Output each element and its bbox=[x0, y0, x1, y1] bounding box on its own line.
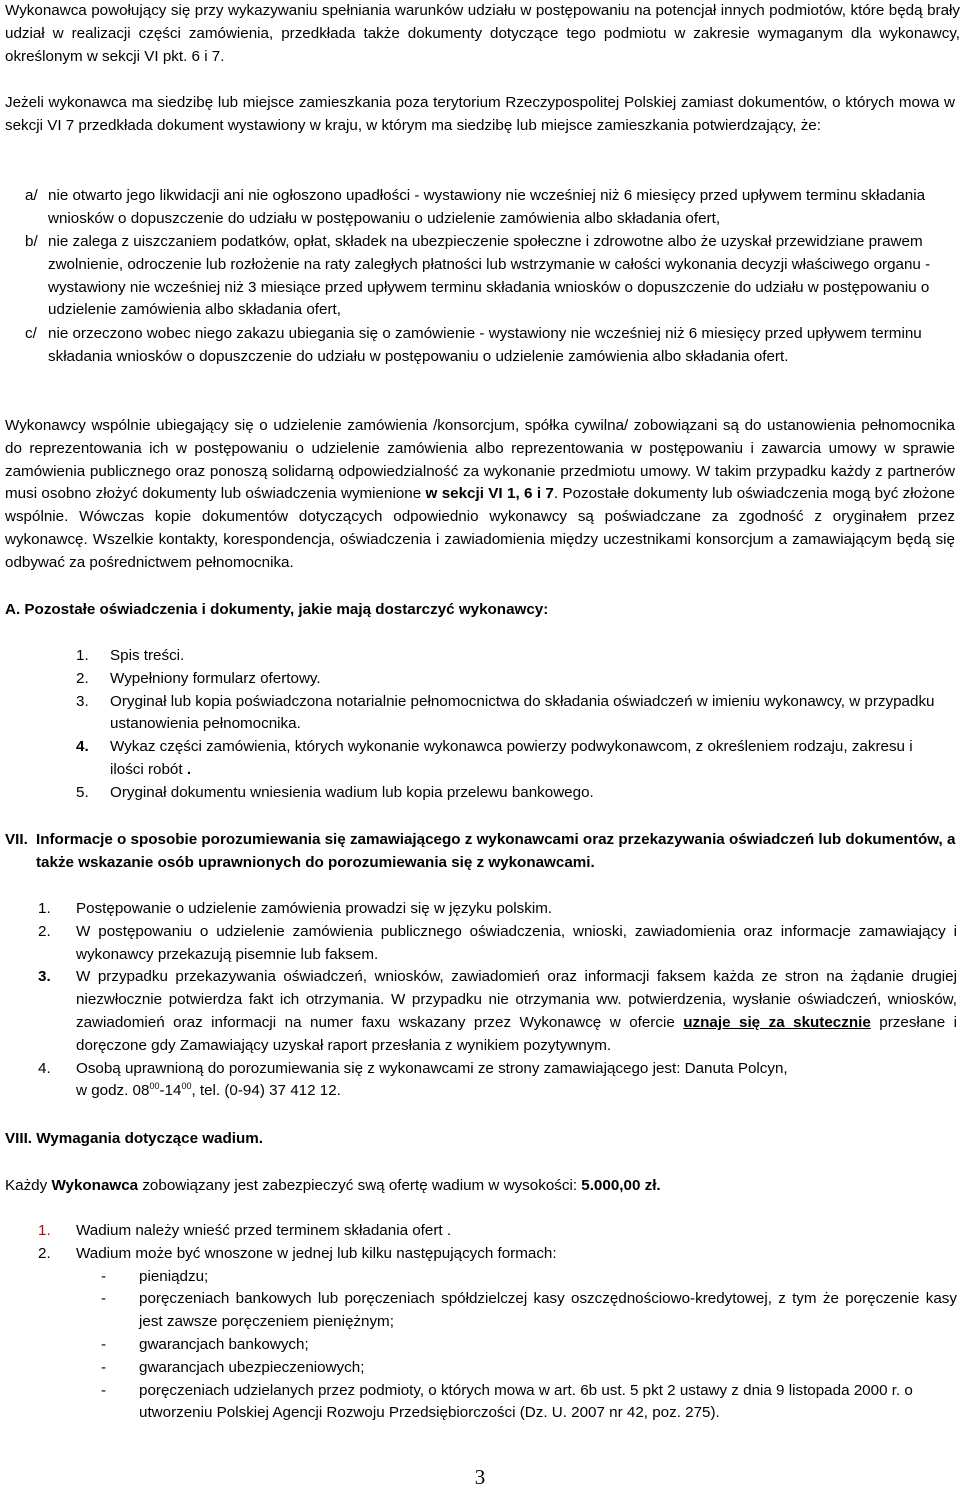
item-number: 5. bbox=[76, 783, 89, 801]
item-text: Postępowanie o udzielenie zamówienia prowadzi się w języku polskim. bbox=[76, 900, 553, 917]
section-viii-list bbox=[5, 1220, 957, 1425]
item-marker: a/ bbox=[25, 187, 38, 204]
list-item bbox=[5, 736, 940, 782]
item-text: Wadium może być wnoszone w jednej lub kilku następujących formach: bbox=[76, 1244, 557, 1262]
hours-sup-1: 00 bbox=[149, 1081, 160, 1092]
item-marker: b/ bbox=[25, 233, 38, 250]
item-text: Oryginał lub kopia poświadczona notarialnie pełnomocnictwa do składania oświadczeń w imieniu wykonawcy, w przypadku ustanowienia pełnomocnika. bbox=[110, 692, 935, 733]
item-number: 4. bbox=[38, 1059, 51, 1077]
intro-paragraph-2: Jeżeli wykonawca ma siedzibę lub miejsce zamieszkania poza terytorium Rzeczypospolitej Polskiej zamiast dokumentów, o których mowa w sekcji VI 7 przedkłada dokument wystawiony w kraju, w którym ma siedzibę lub miejsce zamieszkania potwierdzający, że: bbox=[5, 94, 955, 134]
list-item bbox=[5, 966, 957, 1057]
form-text: pieniądzu; bbox=[139, 1267, 209, 1285]
form-item bbox=[5, 1334, 957, 1357]
dash-bullet: - bbox=[101, 1267, 107, 1285]
item-text-end: przesłane i doręczone gdy Zamawiający uzyskał raport przesłania z wynikiem pozytywnym. bbox=[76, 1013, 957, 1054]
item-number: 2. bbox=[76, 669, 89, 687]
item-tail: . bbox=[182, 760, 192, 778]
item-number: 2. bbox=[38, 1244, 51, 1262]
item-text: Wypełniony formularz ofertowy. bbox=[110, 669, 321, 687]
section-title: Informacje o sposobie porozumiewania się zamawiającego z wykonawcami oraz przekazywania oświadczeń lub dokumentów, a także wskazanie osób uprawnionych do porozumiewania się z wykonawcami. bbox=[36, 831, 956, 871]
wadium-amount-line bbox=[5, 1175, 661, 1198]
form-text: gwarancjach ubezpieczeniowych; bbox=[139, 1358, 365, 1376]
item-number: 1. bbox=[76, 647, 89, 664]
dash-bullet: - bbox=[101, 1335, 107, 1353]
list-item bbox=[5, 645, 940, 668]
wadium-text-a: Każdy bbox=[5, 1177, 52, 1194]
list-item bbox=[5, 231, 950, 323]
item-number: 1. bbox=[38, 900, 51, 917]
list-item bbox=[5, 921, 957, 967]
consortium-sections: w sekcji VI 1, 6 i 7 bbox=[425, 485, 554, 503]
list-item bbox=[5, 782, 940, 805]
item-number: 3. bbox=[76, 692, 89, 710]
section-number: VII. bbox=[5, 831, 28, 848]
item-number: 3. bbox=[38, 968, 51, 986]
hours-text-b: -14 bbox=[159, 1082, 182, 1100]
item-text: Oryginał dokumentu wniesienia wadium lub kopia przelewu bankowego. bbox=[110, 783, 594, 801]
requirement-list bbox=[5, 185, 950, 369]
underlined-phrase: uznaje się za skutecznie bbox=[683, 1013, 871, 1031]
section-viii-heading: VIII. Wymagania dotyczące wadium. bbox=[5, 1130, 263, 1147]
consortium-text-b: . Pozostałe dokumenty lub oświadczenia mogą być złożone wspólnie. Wówczas kopie dokumentów dotyczących odpowiednio wykonawcy są poświadczane za zgodność z oryginałem przez wykonawcę. Wszelkie kontakty, korespondencja, oświadczenia i zawiadomienia między uczestnikami konsorcjum a zamawiającym będą się odbywać za pośrednictwem pełnomocnika. bbox=[5, 485, 955, 571]
section-a-heading: A. Pozostałe oświadczenia i dokumenty, jakie mają dostarczyć wykonawcy: bbox=[5, 601, 549, 618]
item-text: nie zalega z uiszczaniem podatków, opłat, składek na ubezpieczenie społeczne i zdrowotne albo że uzyskał przewidziane prawem zwolnienie, odroczenie lub rozłożenie na raty zaległych płatności lub wstrzymanie w całości wykonania decyzji właściwego organu - wystawiony nie wcześniej niż 3 miesiące przed upływem terminu składania wniosków o dopuszczenie do udziału w postępowaniu o udzielenie zamówienia albo składania ofert, bbox=[48, 233, 931, 319]
form-item bbox=[5, 1288, 957, 1334]
form-text: gwarancjach bankowych; bbox=[139, 1335, 309, 1353]
item-text: Spis treści. bbox=[110, 647, 185, 664]
section-vii-heading bbox=[5, 829, 960, 875]
item-text: Wykaz części zamówienia, których wykonanie wykonawca powierzy podwykonawcom, z określeniem rodzaju, zakresu i ilości robót bbox=[110, 738, 913, 778]
form-item bbox=[5, 1380, 957, 1426]
form-text: poręczeniach udzielanych przez podmioty, o których mowa w art. 6b ust. 5 pkt 2 ustawy z dnia 9 listopada 2000 r. o utworzeniu Polskiej Agencji Rozwoju Przedsiębiorczości (Dz. U. 2007 nr 42, poz. 275). bbox=[139, 1381, 913, 1422]
list-item bbox=[5, 668, 940, 691]
consortium-paragraph bbox=[5, 415, 955, 575]
item-number: 2. bbox=[38, 922, 51, 940]
item-text: nie otwarto jego likwidacji ani nie ogłoszono upadłości - wystawiony nie wcześniej niż 6 miesięcy przed upływem terminu składania wniosków o dopuszczenie do udziału w postępowaniu o udzielenie zamówienia albo składania ofert, bbox=[48, 187, 926, 227]
section-vii-list bbox=[5, 898, 957, 1103]
list-item bbox=[5, 1058, 957, 1104]
consortium-text-a: Wykonawcy wspólnie ubiegający się o udzielenie zamówienia /konsorcjum, spółka cywilna/ zobowiązani są do ustanowienia pełnomocnika do reprezentowania ich w postępowaniu o udzielenie zamówienia albo reprezentowania w postępowaniu i zawarcia umowy w sprawie zamówienia publicznego oraz ponoszą solidarną odpowiedzialność za wykonanie przedmiotu umowy. W takim przypadku każdy z partnerów musi osobno złożyć dokumenty lub oświadczenia wymienione bbox=[5, 417, 955, 503]
item-text: Osobą uprawnioną do porozumiewania się z wykonawcami ze strony zamawiającego jest: Danuta Polcyn, bbox=[76, 1059, 788, 1077]
dash-bullet: - bbox=[101, 1358, 107, 1376]
hours-text-c: , tel. (0-94) 37 412 12. bbox=[191, 1082, 341, 1100]
dash-bullet: - bbox=[101, 1290, 107, 1308]
wadium-text-b: zobowiązany jest zabezpieczyć swą ofertę wadium w wysokości: bbox=[138, 1177, 582, 1194]
intro-paragraph-1: Wykonawca powołujący się przy wykazywaniu spełniania warunków udziału w postępowaniu na potencjał innych podmiotów, które będą brały udział w realizacji części zamówienia, przedkłada także dokumenty dotyczące tego podmiotu w zakresie wymaganym dla wykonawcy, określonym w sekcji VI pkt. 6 i 7. bbox=[5, 2, 960, 65]
list-item bbox=[5, 1243, 957, 1266]
form-item bbox=[5, 1266, 957, 1289]
wadium-amount: 5.000,00 zł. bbox=[581, 1177, 661, 1194]
page-number: 3 bbox=[474, 1465, 486, 1489]
item-text: W przypadku przekazywania oświadczeń, wniosków, zawiadomień oraz informacji faksem każda ze stron na żądanie drugiej niezwłocznie potwierdza fakt ich otrzymania. W przypadku nie otrzymania ww. potwierdzenia, wysłanie oświadczeń, wniosków, zawiadomień oraz informacji na numer faxu wskazany przez Wykonawcę w ofercie bbox=[76, 968, 957, 1031]
list-item bbox=[5, 1220, 957, 1243]
list-item bbox=[5, 898, 957, 921]
item-marker: c/ bbox=[25, 325, 37, 342]
item-number: 4. bbox=[76, 738, 89, 756]
wadium-contractor: Wykonawca bbox=[51, 1177, 139, 1194]
list-item bbox=[5, 323, 950, 369]
form-text: poręczeniach bankowych lub poręczeniach spółdzielczej kasy oszczędnościowo-kredytowej, z tym że poręczenie kasy jest zawsze poręczeniem pieniężnym; bbox=[139, 1290, 957, 1331]
list-item bbox=[5, 691, 940, 737]
item-text: nie orzeczono wobec niego zakazu ubiegania się o zamówienie - wystawiony nie wcześniej niż 6 miesięcy przed upływem terminu składania wniosków o dopuszczenie do udziału w postępowaniu o udzielenie zamówienia albo składania ofert. bbox=[48, 325, 922, 365]
item-text: Wadium należy wnieść przed terminem składania ofert . bbox=[76, 1222, 452, 1239]
hours-text-a: w godz. 08 bbox=[76, 1082, 150, 1100]
form-item bbox=[5, 1357, 957, 1380]
hours-sup-2: 00 bbox=[181, 1081, 192, 1092]
dash-bullet: - bbox=[101, 1381, 107, 1399]
item-number: 1. bbox=[38, 1222, 51, 1239]
list-item bbox=[5, 185, 950, 231]
section-a-list bbox=[5, 645, 940, 805]
item-text: W postępowaniu o udzielenie zamówienia publicznego oświadczenia, wnioski, zawiadomienia oraz informacje zamawiający i wykonawcy przekazują pisemnie lub faksem. bbox=[76, 922, 957, 963]
